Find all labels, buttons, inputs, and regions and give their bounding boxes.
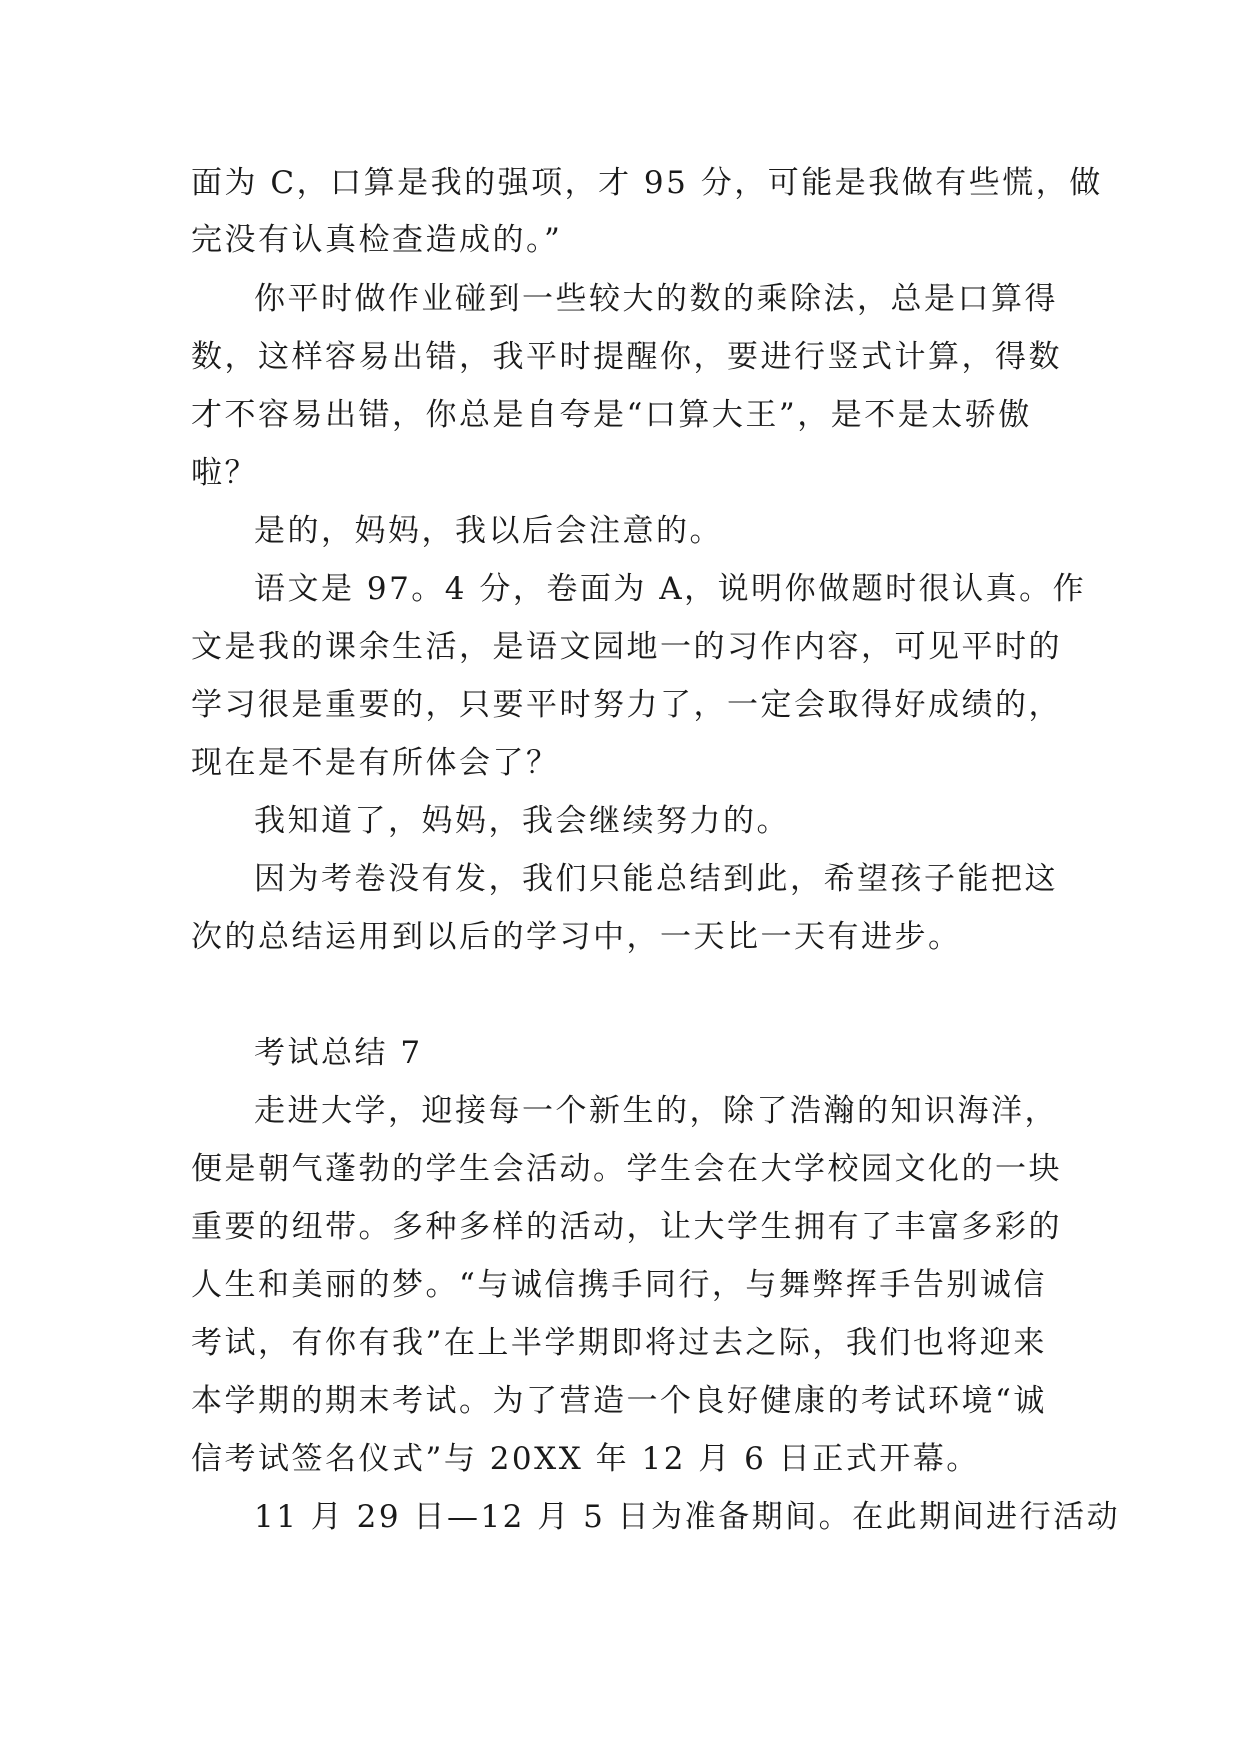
paragraph-line: 文是我的课余生活，是语文园地一的习作内容，可见平时的 [191, 629, 1062, 665]
paragraph-line: 我知道了，妈妈，我会继续努力的。 [254, 803, 790, 839]
paragraph-line: 考试，有你有我”在上半学期即将过去之际，我们也将迎来 [191, 1325, 1047, 1361]
paragraph-line: 啦？ [191, 455, 258, 491]
paragraph-line: 现在是不是有所体会了？ [191, 745, 560, 781]
paragraph-line: 11 月 29 日—12 月 5 日为准备期间。在此期间进行活动 [254, 1499, 1121, 1535]
paragraph-line: 面为 C，口算是我的强项，才 95 分，可能是我做有些慌，做 [191, 165, 1103, 201]
paragraph-line: 本学期的期末考试。为了营造一个良好健康的考试环境“诚 [191, 1383, 1047, 1419]
paragraph-line: 次的总结运用到以后的学习中，一天比一天有进步。 [191, 919, 962, 955]
paragraph-line: 你平时做作业碰到一些较大的数的乘除法，总是口算得 [254, 281, 1058, 317]
paragraph-line: 是的，妈妈，我以后会注意的。 [254, 513, 723, 549]
paragraph-line: 完没有认真检查造成的。” [191, 222, 563, 258]
paragraph-line: 重要的纽带。多种多样的活动，让大学生拥有了丰富多彩的 [191, 1209, 1062, 1245]
paragraph-line: 学习很是重要的，只要平时努力了，一定会取得好成绩的， [191, 687, 1062, 723]
paragraph-line: 人生和美丽的梦。“与诚信携手同行，与舞弊挥手告别诚信 [191, 1267, 1047, 1303]
paragraph-line: 便是朝气蓬勃的学生会活动。学生会在大学校园文化的一块 [191, 1151, 1062, 1187]
paragraph-line: 信考试签名仪式”与 20XX 年 12 月 6 日正式开幕。 [191, 1441, 980, 1477]
paragraph-line: 走进大学，迎接每一个新生的，除了浩瀚的知识海洋， [254, 1093, 1058, 1129]
paragraph-line: 因为考卷没有发，我们只能总结到此，希望孩子能把这 [254, 861, 1058, 897]
paragraph-line: 语文是 97。4 分，卷面为 A，说明你做题时很认真。作 [254, 571, 1087, 607]
paragraph-line: 才不容易出错，你总是自夸是“口算大王”，是不是太骄傲 [191, 397, 1032, 433]
paragraph-line: 数，这样容易出错，我平时提醒你，要进行竖式计算，得数 [191, 339, 1062, 375]
section-heading: 考试总结 7 [254, 1035, 423, 1071]
